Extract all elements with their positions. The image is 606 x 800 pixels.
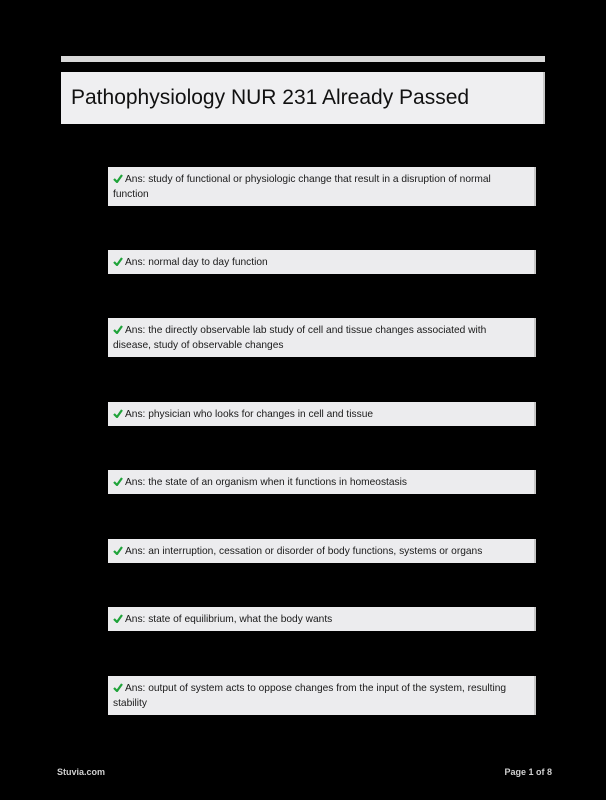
footer-page-number: Page 1 of 8 — [504, 767, 552, 777]
check-icon — [113, 409, 123, 418]
answer-box — [108, 539, 536, 563]
header-rule — [61, 56, 545, 62]
answer-text: Ans: an interruption, cessation or disorder of body functions, systems or organs — [125, 546, 483, 557]
check-icon — [113, 174, 123, 183]
check-icon — [113, 257, 123, 266]
answer-box — [108, 250, 536, 274]
answer-text: Ans: the state of an organism when it functions in homeostasis — [125, 477, 408, 488]
check-icon — [113, 325, 123, 334]
answer-text: Ans: physician who looks for changes in cell and tissue — [125, 409, 374, 420]
answer-box — [108, 402, 536, 426]
footer-source: Stuvia.com — [57, 767, 106, 777]
answer-text: Ans: output of system acts to oppose changes from the input of the system, resulting stability — [113, 683, 507, 709]
check-icon — [113, 683, 123, 692]
answer-box — [108, 470, 536, 494]
page-title: Pathophysiology NUR 231 Already Passed — [71, 86, 470, 109]
check-icon — [113, 546, 123, 555]
check-icon — [113, 614, 123, 623]
answer-text: Ans: study of functional or physiologic change that result in a disruption of normal function — [113, 174, 491, 200]
answer-box — [108, 607, 536, 631]
title-banner — [61, 72, 545, 124]
answer-text: Ans: state of equilibrium, what the body wants — [125, 614, 333, 625]
answer-box — [108, 167, 536, 206]
answer-text: Ans: normal day to day function — [125, 257, 268, 268]
check-icon — [113, 477, 123, 486]
answer-box — [108, 318, 536, 357]
answer-text: Ans: the directly observable lab study of cell and tissue changes associated with disease, study of observable changes — [113, 325, 487, 351]
answer-box — [108, 676, 536, 715]
